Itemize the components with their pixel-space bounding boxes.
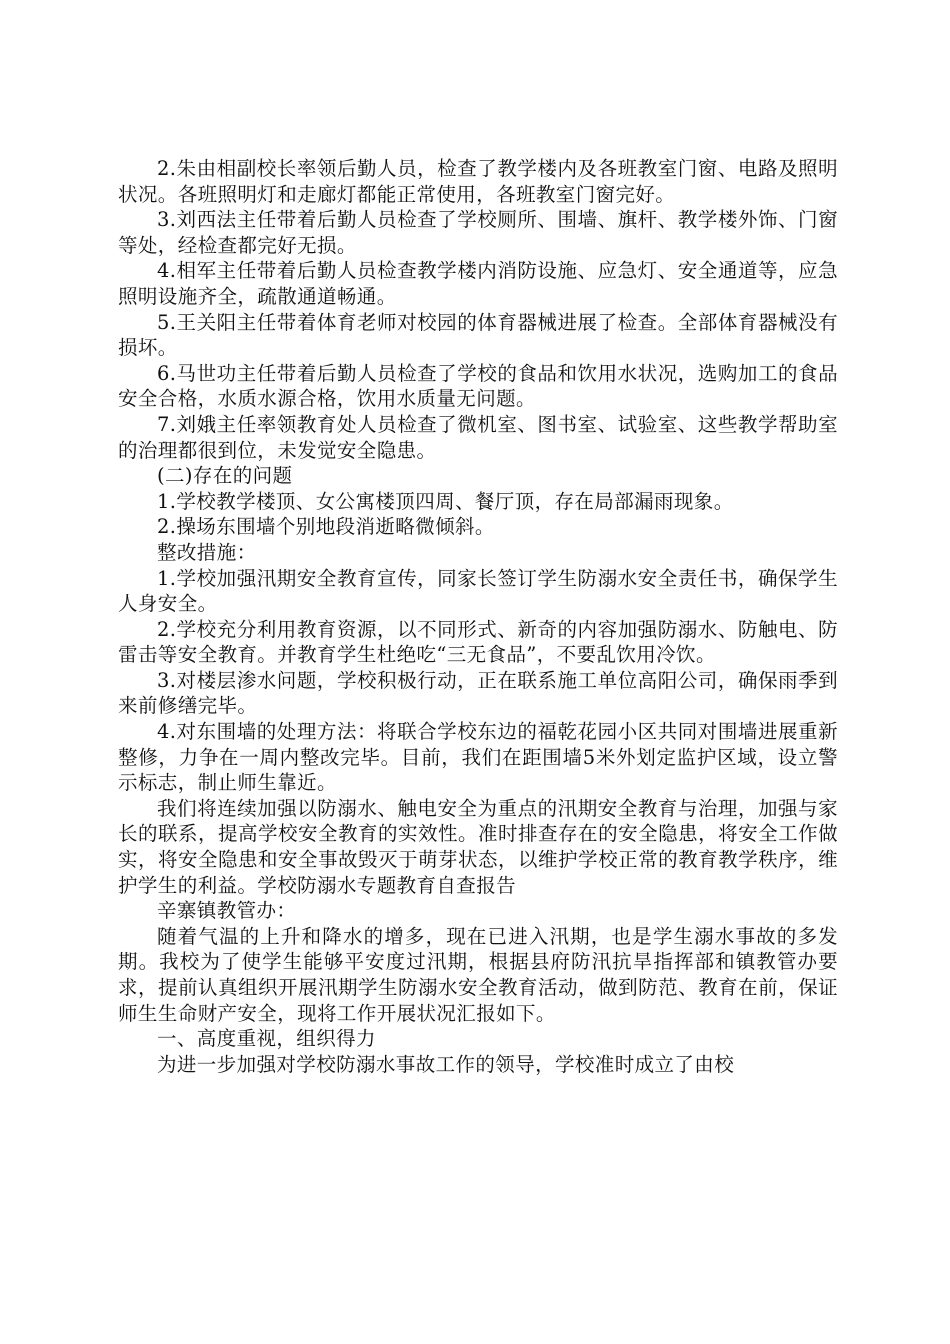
report-intro-paragraph: 随着气温的上升和降水的增多，现在已进入汛期，也是学生溺水事故的多发期。我校为了使学生能够平安度过汛期，根据县府防汛抗旱指挥部和镇教管办要求，提前认真组织开展汛期学生防溺水安全教育活动，做到防范、教育在前，保证师生生命财产安全，现将工作开展状况汇报如下。 bbox=[118, 924, 838, 1025]
closing-paragraph: 我们将连续加强以防溺水、触电安全为重点的汛期安全教育与治理，加强与家长的联系，提高学校安全教育的实效性。准时排查存在的安全隐患，将安全工作做实，将安全隐患和安全事故毁灭于萌芽状态，以维护学校正常的教育教学秩序，维护学生的利益。学校防溺水专题教育自查报告 bbox=[118, 796, 838, 897]
paragraph-item-3-inspection-toilets-walls: 3.刘西法主任带着后勤人员检查了学校厕所、围墙、旗杆、教学楼外饰、门窗等处，经检查都完好无损。 bbox=[118, 208, 838, 257]
addressee-line: 辛寨镇教管办： bbox=[157, 899, 297, 923]
measure-item-4-east-wall: 4.对东围墙的处理方法：将联合学校东边的福乾花园小区共同对围墙进展重新整修，力争在一周内整改完毕。目前，我们在距围墙5米外划定监护区域，设立警示标志，制止师生靠近。 bbox=[118, 720, 838, 795]
paragraph-item-6-food-water: 6.马世功主任带着后勤人员检查了学校的食品和饮用水状况，选购加工的食品安全合格，水质水源合格，饮用水质量无问题。 bbox=[118, 361, 838, 411]
paragraph-item-4-fire-facilities: 4.相军主任带着后勤人员检查教学楼内消防设施、应急灯、安全通道等，应急照明设施齐全，疏散通道畅通。 bbox=[118, 259, 838, 308]
problem-item-2-wall-tilt: 2.操场东围墙个别地段消逝略微倾斜。 bbox=[157, 515, 495, 539]
measure-item-1-publicity: 1.学校加强汛期安全教育宣传，同家长签订学生防溺水安全责任书，确保学生人身安全。 bbox=[118, 566, 838, 616]
paragraph-item-7-auxiliary-rooms: 7.刘娥主任率领教育处人员检查了微机室、图书室、试验室、这些教学帮助室的治理都很到位，未发觉安全隐患。 bbox=[118, 412, 838, 462]
paragraph-item-5-sports-equipment: 5.王关阳主任带着体育老师对校园的体育器械进展了检查。全部体育器械没有损坏。 bbox=[118, 310, 838, 360]
document-body bbox=[118, 156, 838, 1077]
section-heading-existing-problems: (二)存在的问题 bbox=[157, 464, 293, 488]
measure-item-2-education: 2.学校充分利用教育资源，以不同形式、新奇的内容加强防溺水、防触电、防雷击等安全教育。并教育学生杜绝吃“三无食品”，不要乱饮用冷饮。 bbox=[118, 617, 838, 667]
measure-item-3-seepage: 3.对楼层渗水问题，学校积极行动，正在联系施工单位高阳公司，确保雨季到来前修缮完毕。 bbox=[118, 668, 838, 718]
problem-item-1-roof-leak: 1.学校教学楼顶、女公寓楼顶四周、餐厅顶，存在局部漏雨现象。 bbox=[157, 489, 734, 513]
paragraph-item-2-inspection-classrooms: 2.朱由相副校长率领后勤人员，检查了教学楼内及各班教室门窗、电路及照明状况。各班照明灯和走廊灯都能正常使用，各班教室门窗完好。 bbox=[118, 157, 838, 206]
organization-paragraph: 为进一步加强对学校防溺水事故工作的领导，学校准时成立了由校 bbox=[157, 1052, 735, 1076]
section-heading-rectification: 整改措施： bbox=[157, 540, 257, 564]
section-heading-organization: 一、高度重视，组织得力 bbox=[157, 1027, 376, 1051]
